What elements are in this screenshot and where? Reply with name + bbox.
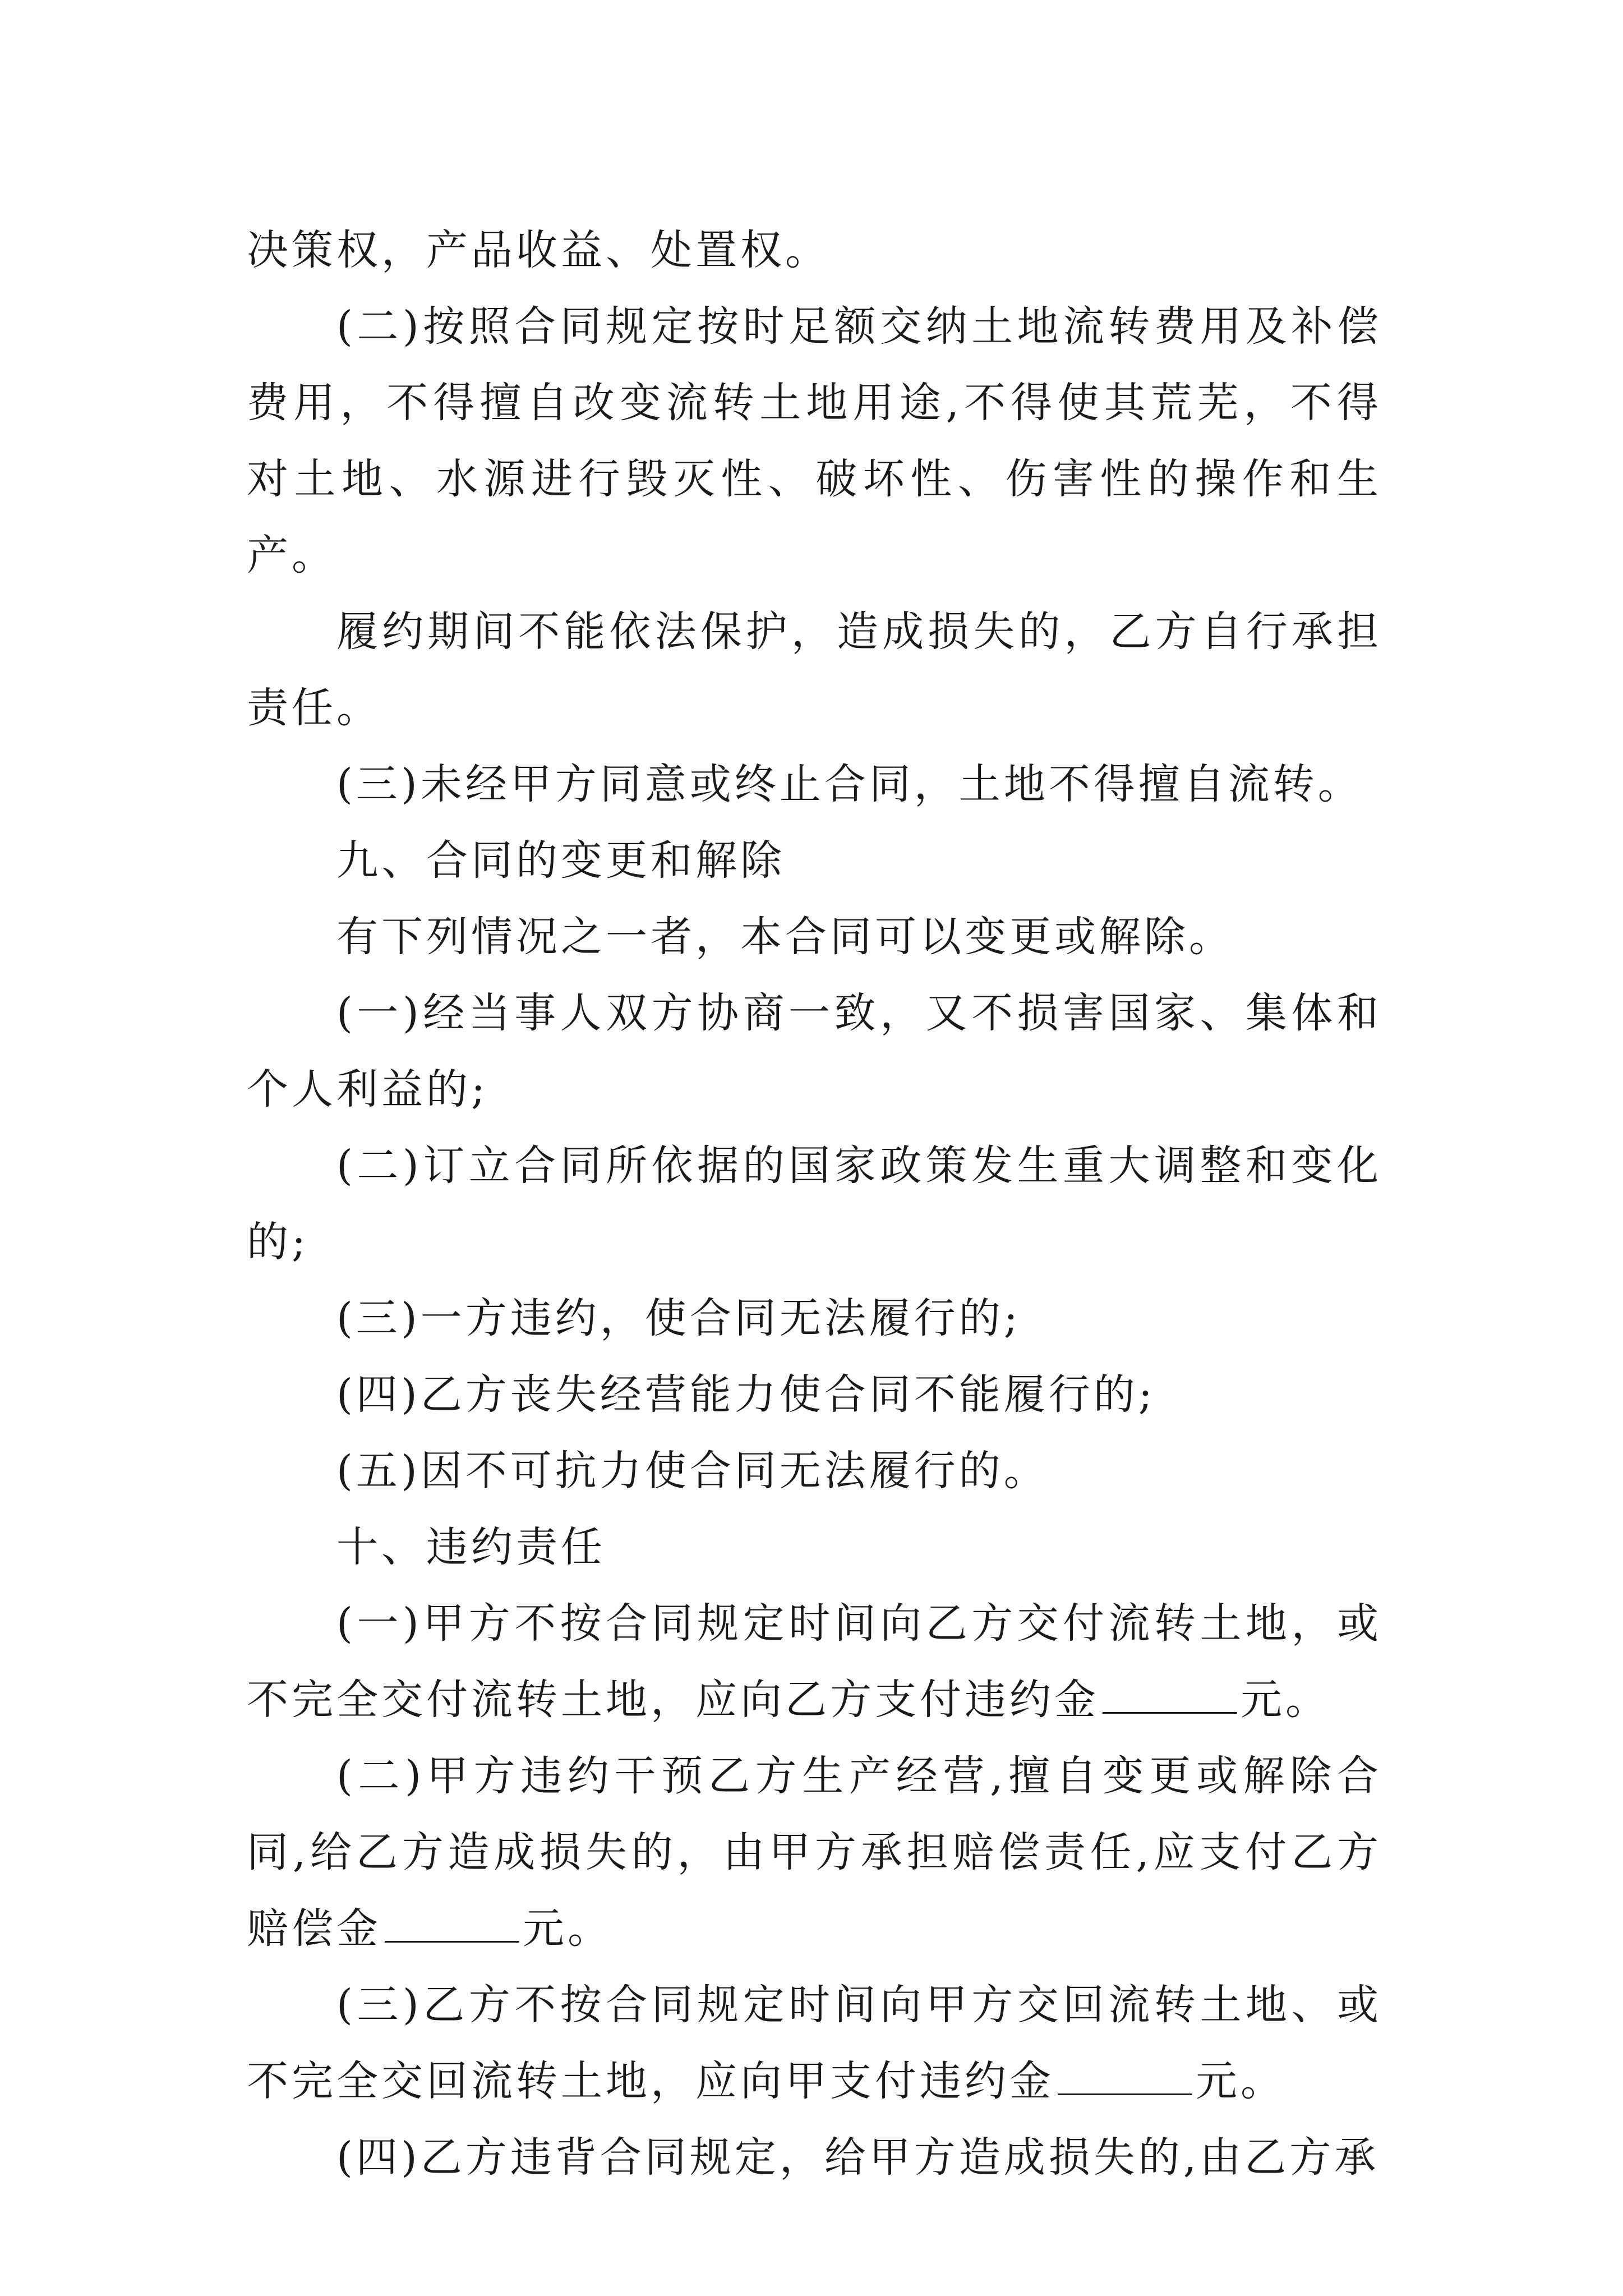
- paragraph-no-transfer: (三)未经甲方同意或终止合同，土地不得擅自流转。: [336, 760, 1363, 808]
- paragraph-modification-intro: 有下列情况之一者，本合同可以变更或解除。: [336, 913, 1234, 961]
- list-item-breach: (三)一方违约，使合同无法履行的;: [336, 1294, 1021, 1342]
- paragraph-liability-interference: [247, 1738, 1382, 1967]
- list-item-mutual-agreement: (一)经当事人双方协商一致，又不损害国家、集体和个人利益的;: [247, 989, 1382, 1114]
- section-heading-liability: 十、违约责任: [336, 1523, 606, 1571]
- liability-interference-text: (二)甲方违约干预乙方生产经营,擅自变更或解除合同,给乙方造成损失的，由甲方承担赔偿责任,应支付乙方赔偿金: [247, 1752, 1382, 1953]
- paragraph-fee-obligation: (二)按照合同规定按时足额交纳土地流转费用及补偿费用，不得擅自改变流转土地用途,不得使其荒芜，不得对土地、水源进行毁灭性、破坏性、伤害性的操作和生产。: [247, 302, 1382, 579]
- list-item-policy-change: (二)订立合同所依据的国家政策发生重大调整和变化的;: [247, 1142, 1382, 1266]
- amount-blank: [385, 1899, 519, 1943]
- liability-return-text: (三)乙方不按合同规定时间向甲方交回流转土地、或不完全交回流转土地，应向甲支付违约金: [247, 1981, 1382, 2105]
- paragraph-loss-responsibility: 履约期间不能依法保护，造成损失的，乙方自行承担责任。: [247, 608, 1382, 732]
- liability-delivery-unit: 元。: [1241, 1676, 1330, 1724]
- paragraph-liability-return: [247, 1967, 1382, 2119]
- list-item-force-majeure: (五)因不可抗力使合同无法履行的。: [336, 1447, 1049, 1495]
- paragraph-liability-delivery: [247, 1585, 1382, 1738]
- section-heading-modification: 九、合同的变更和解除: [336, 836, 785, 885]
- paragraph-decision-rights: 决策权，产品收益、处置权。: [247, 226, 830, 274]
- amount-blank: [1058, 2052, 1192, 2095]
- document-body: [247, 212, 1382, 2196]
- paragraph-liability-violation: (四)乙方违背合同规定，给甲方造成损失的,由乙方承: [336, 2133, 1380, 2182]
- liability-interference-unit: 元。: [523, 1904, 612, 1953]
- liability-return-unit: 元。: [1196, 2057, 1285, 2105]
- list-item-incapacity: (四)乙方丧失经营能力使合同不能履行的;: [336, 1370, 1156, 1419]
- liability-delivery-text: (一)甲方不按合同规定时间向乙方交付流转土地，或不完全交付流转土地，应向乙方支付违约金: [247, 1599, 1382, 1724]
- amount-blank: [1103, 1671, 1237, 1714]
